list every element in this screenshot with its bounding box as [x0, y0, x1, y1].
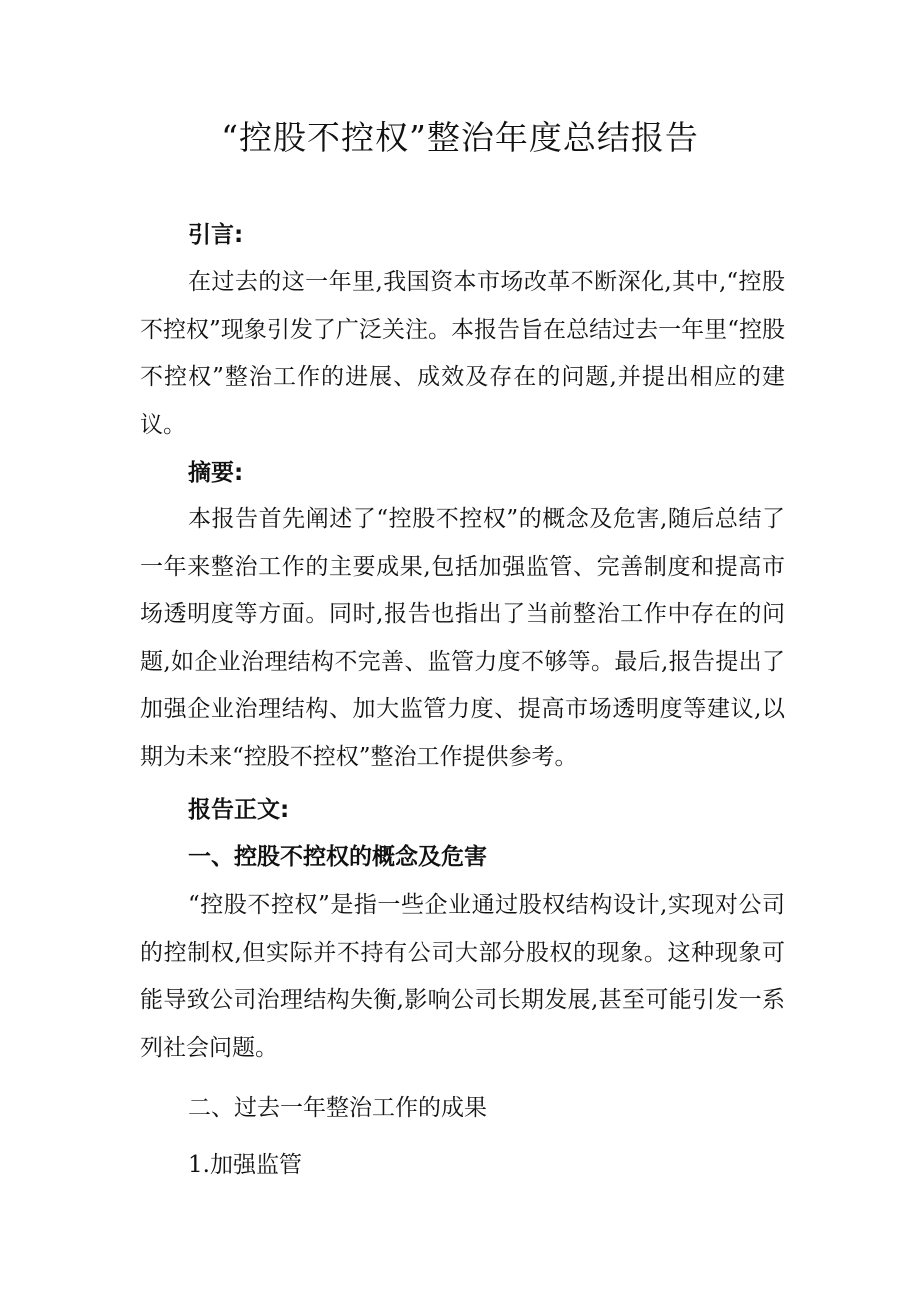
section1-paragraph: “控股不控权”是指一些企业通过股权结构设计,实现对公司的控制权,但实际并不持有公司大部分股权的现象。这种现象可能导致公司治理结构失衡,影响公司长期发展,甚至可能引发一系列社会问题。	[140, 892, 785, 1061]
intro-paragraph: 在过去的这一年里,我国资本市场改革不断深化,其中,“控股不控权”现象引发了广泛关注。本报告旨在总结过去一年里“控股不控权”整治工作的进展、成效及存在的问题,并提出相应的建议。	[140, 269, 785, 438]
section1-heading: 一、控股不控权的概念及危害	[188, 844, 487, 870]
summary-heading: 摘要:	[188, 460, 244, 486]
section2-heading: 二、过去一年整治工作的成果	[188, 1095, 487, 1121]
intro-heading: 引言:	[188, 222, 244, 248]
document-title: “控股不控权”整治年度总结报告	[221, 118, 699, 157]
summary-paragraph: 本报告首先阐述了“控股不控权”的概念及危害,随后总结了一年来整治工作的主要成果,包括加强监管、完善制度和提高市场透明度等方面。同时,报告也指出了当前整治工作中存在的问题,如企业治理结构不完善、监管力度不够等。最后,报告提出了加强企业治理结构、加大监管力度、提高市场透明度等建议,以期为未来“控股不控权”整治工作提供参考。	[140, 506, 785, 770]
item1-heading: 1.加强监管	[188, 1152, 302, 1178]
body-heading: 报告正文:	[188, 797, 290, 823]
